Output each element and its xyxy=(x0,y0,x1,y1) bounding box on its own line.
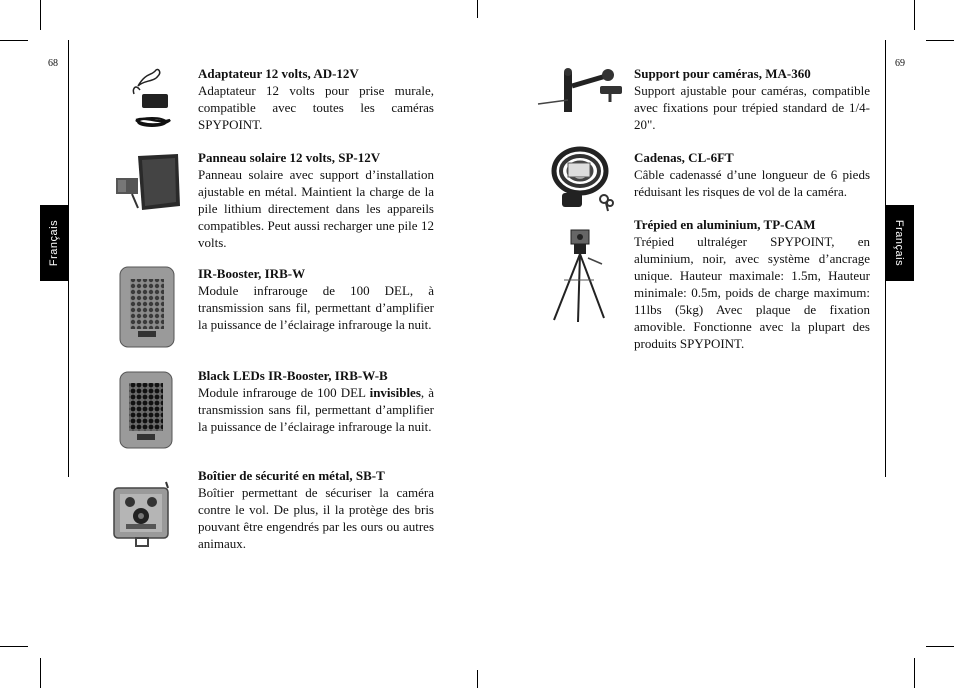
crop-mark xyxy=(0,40,28,41)
description-emphasis: invisibles xyxy=(369,385,421,400)
solar-panel-image xyxy=(112,152,182,214)
product-title: Support pour caméras, MA-360 xyxy=(634,66,811,81)
crop-mark xyxy=(0,646,28,647)
product-description: Panneau solaire avec support d’installation ajustable en métal. Maintient la charge de la pile lithium directement dans les appareils compatibles. Peut aussi recharger une pile 12 volts. xyxy=(198,167,434,250)
product-cl-6ft xyxy=(634,149,870,200)
product-title: Panneau solaire 12 volts, SP-12V xyxy=(198,150,381,165)
product-description: Trépied ultraléger SPYPOINT, en aluminium, noir, avec système d’ancrage unique. Hauteur maximale: 1.5m, Hauteur minimale: 0.5m, poids de charge maximum: 11lbs (5kg) Avec plaque de fixation amovible. Fonctionne avec la plupart des produits SPYPOINT. xyxy=(634,234,870,351)
language-tab-right xyxy=(885,205,914,281)
language-tab-label: Français xyxy=(48,219,61,267)
product-sb-t xyxy=(198,467,434,552)
cable-lock-image xyxy=(548,143,618,215)
tripod-image xyxy=(548,228,608,324)
crop-mark xyxy=(40,658,41,688)
description-text: , à transmission sans fil, permettant d’amplifier la puissance de l’éclairage infrarouge la nuit. xyxy=(198,385,434,434)
product-description: Support ajustable pour caméras, compatible avec fixations pour trépied standard de 1/4-20". xyxy=(634,83,870,132)
crop-mark xyxy=(477,670,478,688)
security-box-image xyxy=(108,476,176,548)
product-title: Black LEDs IR-Booster, IRB-W-B xyxy=(198,368,388,383)
product-title: Boîtier de sécurité en métal, SB-T xyxy=(198,468,385,483)
page-number-left: 68 xyxy=(48,58,58,69)
product-title: IR-Booster, IRB-W xyxy=(198,266,306,281)
product-ma-360 xyxy=(634,65,870,133)
product-title: Adaptateur 12 volts, AD-12V xyxy=(198,66,359,81)
language-tab-left xyxy=(40,205,69,281)
page-number-right: 69 xyxy=(895,58,905,69)
product-irb-w xyxy=(198,265,434,333)
product-description xyxy=(198,384,434,435)
product-tp-cam xyxy=(634,216,870,352)
product-description: Boîtier permettant de sécuriser la caméra contre le vol. De plus, il la protège des bris pouvant être engendrés par les ours ou autres animaux. xyxy=(198,485,434,551)
product-sp-12v xyxy=(198,149,434,251)
product-ad-12v xyxy=(198,65,434,133)
product-title: Trépied en aluminium, TP-CAM xyxy=(634,217,816,232)
ir-booster-image xyxy=(118,265,176,349)
language-tab-label: Français xyxy=(893,219,906,267)
camera-mount-image xyxy=(536,66,626,116)
description-text: Module infrarouge de 100 DEL xyxy=(198,385,370,400)
crop-mark xyxy=(40,0,41,30)
product-description: Câble cadenassé d’une longueur de 6 pieds réduisant les risques de vol de la caméra. xyxy=(634,167,870,199)
crop-mark xyxy=(914,658,915,688)
crop-mark xyxy=(914,0,915,30)
product-title: Cadenas, CL-6FT xyxy=(634,150,734,165)
crop-mark xyxy=(477,0,478,18)
crop-mark xyxy=(926,646,954,647)
product-irb-w-b xyxy=(198,367,434,435)
crop-mark xyxy=(926,40,954,41)
ac-adapter-image xyxy=(128,66,176,130)
product-description: Module infrarouge de 100 DEL, à transmission sans fil, permettant d’amplifier la puissance de l’éclairage infrarouge la nuit. xyxy=(198,283,434,332)
product-description: Adaptateur 12 volts pour prise murale, compatible avec toutes les caméras SPYPOINT. xyxy=(198,83,434,132)
black-led-ir-booster-image xyxy=(118,370,174,450)
